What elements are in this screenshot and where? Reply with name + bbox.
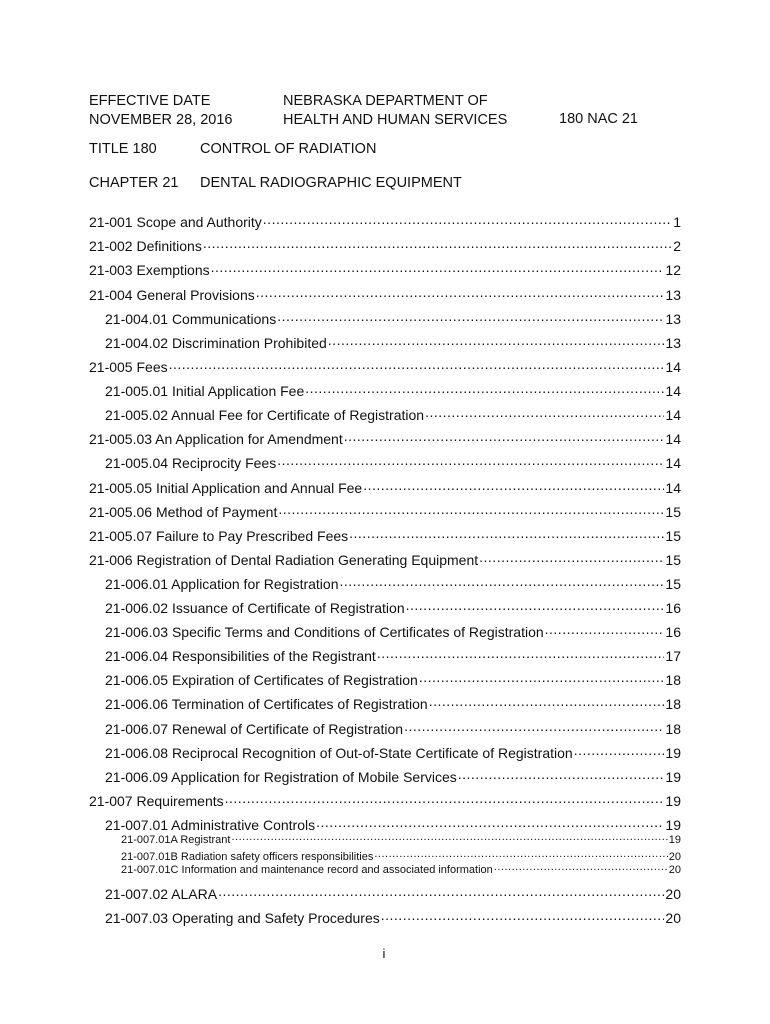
toc-dot-leader <box>344 430 665 444</box>
toc-dot-leader <box>381 909 665 923</box>
toc-entry-page-number: 19 <box>665 745 681 761</box>
toc-dot-leader <box>277 310 664 324</box>
toc-entry-page-number: 14 <box>665 455 681 471</box>
toc-entry-title: 21-007.01C Information and maintenance record and associated information <box>121 864 493 876</box>
toc-entry[interactable] <box>89 430 681 448</box>
toc-entry-page-number: 20 <box>665 910 681 926</box>
toc-entry-page-number: 20 <box>668 864 681 876</box>
toc-entry[interactable] <box>89 792 681 810</box>
toc-dot-leader <box>225 792 665 806</box>
toc-entry-title: 21-005 Fees <box>89 359 168 375</box>
effective-date-label: EFFECTIVE DATE <box>89 93 211 109</box>
toc-dot-leader <box>305 382 664 396</box>
toc-dot-leader <box>203 237 672 251</box>
toc-entry-title: 21-006.03 Specific Terms and Conditions of Certificates of Registration <box>105 624 544 640</box>
toc-entry-title: 21-006.09 Application for Registration of Mobile Services <box>105 769 457 785</box>
toc-entry-page-number: 14 <box>665 407 681 423</box>
toc-entry[interactable] <box>89 213 681 231</box>
toc-entry[interactable] <box>89 286 681 304</box>
page-footer <box>0 946 770 961</box>
toc-entry-title: 21-006.08 Reciprocal Recognition of Out-of-State Certificate of Registration <box>105 745 573 761</box>
toc-entry-page-number: 13 <box>665 311 681 327</box>
toc-entry-page-number: 16 <box>665 624 681 640</box>
toc-entry-title: 21-005.03 An Application for Amendment <box>89 431 343 447</box>
toc-dot-leader <box>574 744 665 758</box>
toc-entry-title: 21-007.01B Radiation safety officers responsibilities <box>121 851 374 863</box>
toc-entry-title: 21-001 Scope and Authority <box>89 214 262 230</box>
toc-entry[interactable] <box>105 334 681 352</box>
toc-entry[interactable] <box>105 885 681 903</box>
toc-entry-page-number: 15 <box>665 504 681 520</box>
toc-entry[interactable] <box>105 310 681 328</box>
toc-entry-title: 21-005.06 Method of Payment <box>89 504 278 520</box>
toc-entry-title: 21-005.05 Initial Application and Annual Fee <box>89 480 363 496</box>
title-label: TITLE 180 <box>89 141 157 157</box>
toc-entry[interactable] <box>105 454 681 472</box>
page-number: i <box>382 946 386 961</box>
toc-dot-leader <box>458 768 665 782</box>
toc-entry[interactable] <box>105 575 681 593</box>
toc-entry-title: 21-006.02 Issuance of Certificate of Registration <box>105 600 405 616</box>
toc-entry[interactable] <box>89 237 681 255</box>
toc-dot-leader <box>545 623 665 637</box>
toc-entry[interactable] <box>105 382 681 400</box>
toc-dot-leader <box>425 406 664 420</box>
toc-dot-leader <box>169 358 665 372</box>
toc-entry-page-number: 1 <box>673 214 681 230</box>
toc-entry-title: 21-004.01 Communications <box>105 311 277 327</box>
toc-entry-page-number: 16 <box>665 600 681 616</box>
toc-entry[interactable] <box>89 261 681 279</box>
toc-entry-page-number: 13 <box>665 287 681 303</box>
toc-entry-title: 21-002 Definitions <box>89 238 202 254</box>
toc-entry[interactable] <box>105 909 681 927</box>
toc-dot-leader <box>494 862 668 873</box>
toc-dot-leader <box>263 213 672 227</box>
toc-entry[interactable] <box>105 599 681 617</box>
toc-dot-leader <box>256 286 665 300</box>
toc-entry-title: 21-006.01 Application for Registration <box>105 576 339 592</box>
toc-entry-title: 21-006.07 Renewal of Certificate of Registration <box>105 721 404 737</box>
toc-dot-leader <box>374 849 667 860</box>
toc-entry-page-number: 18 <box>665 672 681 688</box>
toc-entry[interactable] <box>121 832 681 847</box>
toc-entry[interactable] <box>105 695 681 713</box>
toc-dot-leader <box>278 503 664 517</box>
toc-dot-leader <box>349 527 664 541</box>
toc-entry-page-number: 14 <box>665 431 681 447</box>
toc-entry-page-number: 14 <box>665 383 681 399</box>
chapter-row <box>89 174 462 193</box>
toc-entry[interactable] <box>105 671 681 689</box>
toc-entry-page-number: 14 <box>665 480 681 496</box>
toc-dot-leader <box>211 261 665 275</box>
toc-entry-page-number: 13 <box>665 335 681 351</box>
toc-dot-leader <box>316 816 664 830</box>
toc-dot-leader <box>479 551 664 565</box>
toc-entry[interactable] <box>105 768 681 786</box>
toc-dot-leader <box>404 720 664 734</box>
toc-entry-page-number: 15 <box>665 528 681 544</box>
chapter-label: CHAPTER 21 <box>89 175 179 191</box>
toc-dot-leader <box>406 599 665 613</box>
toc-entry-page-number: 20 <box>665 886 681 902</box>
effective-date-value: NOVEMBER 28, 2016 <box>89 112 233 128</box>
toc-entry-title: 21-005.04 Reciprocity Fees <box>105 455 277 471</box>
toc-entry-title: 21-006.06 Termination of Certificates of Registration <box>105 696 428 712</box>
toc-entry-page-number: 15 <box>665 576 681 592</box>
toc-entry[interactable] <box>89 358 681 376</box>
toc-dot-leader <box>377 647 665 661</box>
toc-dot-leader <box>328 334 665 348</box>
toc-dot-leader <box>429 695 665 709</box>
toc-entry[interactable] <box>105 406 681 424</box>
toc-entry-page-number: 19 <box>665 769 681 785</box>
title-value: CONTROL OF RADIATION <box>200 141 377 157</box>
toc-entry-page-number: 19 <box>665 793 681 809</box>
toc-entry-page-number: 19 <box>665 817 681 833</box>
regulation-code: 180 NAC 21 <box>559 111 638 127</box>
toc-entry-title: 21-007.02 ALARA <box>105 886 218 902</box>
toc-entry-title: 21-005.01 Initial Application Fee <box>105 383 305 399</box>
department-name-block <box>283 92 507 130</box>
toc-dot-leader <box>218 885 664 899</box>
toc-entry-page-number: 18 <box>665 721 681 737</box>
toc-entry-title: 21-004 General Provisions <box>89 287 255 303</box>
department-name-line-2: HEALTH AND HUMAN SERVICES <box>283 112 508 128</box>
toc-entry[interactable] <box>89 479 681 497</box>
toc-entry[interactable] <box>121 862 681 877</box>
toc-entry-page-number: 2 <box>673 238 681 254</box>
toc-entry[interactable] <box>105 744 681 762</box>
toc-entry[interactable] <box>105 720 681 738</box>
toc-entry-title: 21-005.02 Annual Fee for Certificate of Registration <box>105 407 425 423</box>
toc-entry-page-number: 20 <box>668 851 681 863</box>
toc-entry-page-number: 18 <box>665 696 681 712</box>
toc-entry[interactable] <box>105 647 681 665</box>
toc-entry-title: 21-005.07 Failure to Pay Prescribed Fees <box>89 528 349 544</box>
toc-entry-title: 21-007.03 Operating and Safety Procedures <box>105 910 380 926</box>
toc-entry-title: 21-007.01 Administrative Controls <box>105 817 316 833</box>
toc-entry-page-number: 15 <box>665 552 681 568</box>
toc-entry-title: 21-006.04 Responsibilities of the Registrant <box>105 648 376 664</box>
toc-entry-title: 21-006.05 Expiration of Certificates of Registration <box>105 672 418 688</box>
title-row <box>89 140 376 159</box>
toc-entry-title: 21-006 Registration of Dental Radiation Generating Equipment <box>89 552 479 568</box>
toc-dot-leader <box>339 575 664 589</box>
toc-entry-page-number: 17 <box>665 648 681 664</box>
department-name-line-1: NEBRASKA DEPARTMENT OF <box>283 93 488 109</box>
toc-entry[interactable] <box>89 503 681 521</box>
toc-entry-page-number: 12 <box>665 262 681 278</box>
toc-entry-title: 21-007 Requirements <box>89 793 224 809</box>
toc-entry-page-number: 14 <box>665 359 681 375</box>
chapter-value: DENTAL RADIOGRAPHIC EQUIPMENT <box>200 175 462 191</box>
toc-dot-leader <box>363 479 664 493</box>
toc-entry-title: 21-003 Exemptions <box>89 262 210 278</box>
toc-entry[interactable] <box>105 623 681 641</box>
effective-date-block <box>89 92 232 130</box>
toc-entry-title: 21-004.02 Discrimination Prohibited <box>105 335 327 351</box>
toc-dot-leader <box>231 832 667 843</box>
toc-entry[interactable] <box>89 527 681 545</box>
toc-dot-leader <box>419 671 665 685</box>
toc-entry-title: 21-007.01A Registrant <box>121 834 231 846</box>
toc-dot-leader <box>277 454 664 468</box>
toc-entry-page-number: 19 <box>668 834 681 846</box>
toc-entry[interactable] <box>89 551 681 569</box>
